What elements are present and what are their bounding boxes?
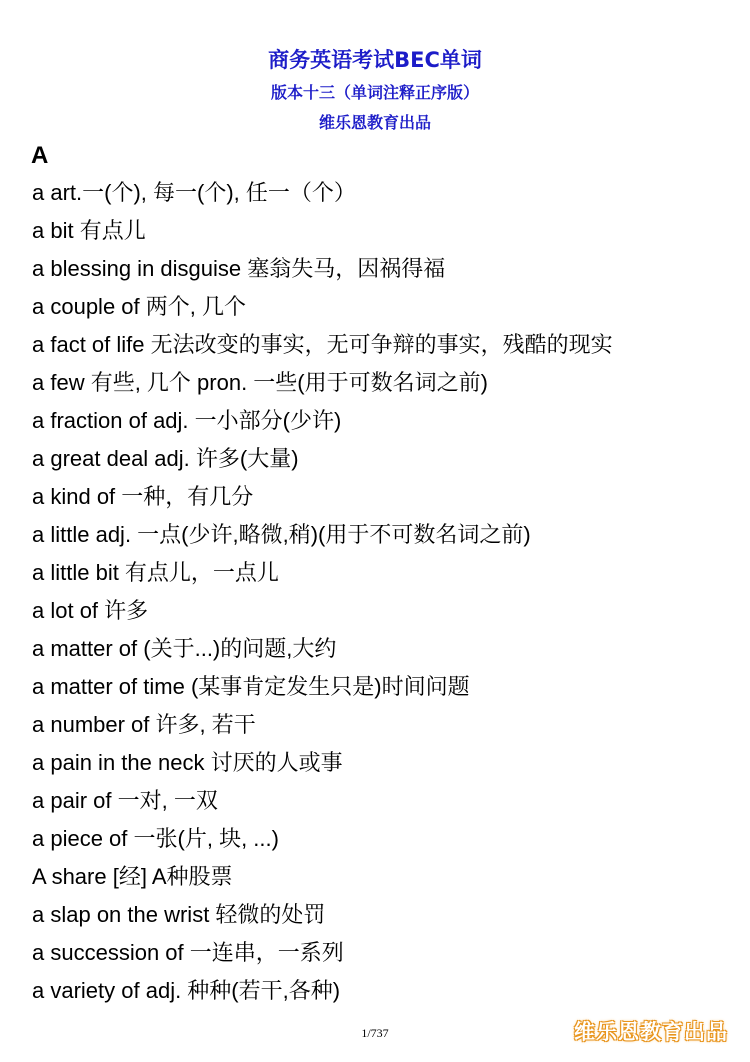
vocabulary-entry: a bit 有点儿 (32, 218, 146, 243)
vocabulary-entry: a art.一(个), 每一(个), 任一（个） (32, 180, 356, 205)
vocabulary-entry: a number of 许多, 若干 (32, 712, 256, 737)
page-number: 1/737 (361, 1026, 389, 1040)
vocabulary-entry: a fact of life 无法改变的事实，无可争辩的事实，残酷的现实 (32, 332, 613, 357)
document-subtitle: 版本十三（单词注释正序版） (270, 83, 479, 102)
publisher-watermark: 维乐恩教育出品 (574, 1020, 728, 1044)
vocabulary-entry: a great deal adj. 许多(大量) (32, 446, 299, 471)
vocabulary-entry: a matter of (关于...)的问题,大约 (32, 636, 337, 661)
vocabulary-entry: a little bit 有点儿，一点儿 (32, 560, 279, 585)
vocabulary-entry: a little adj. 一点(少许,略微,稍)(用于不可数名词之前) (32, 522, 531, 547)
vocabulary-entry: a matter of time (某事肯定发生只是)时间问题 (32, 674, 470, 699)
vocabulary-entry: a pair of 一对, 一双 (32, 788, 218, 813)
vocabulary-entry: a slap on the wrist 轻微的处罚 (32, 902, 326, 927)
vocabulary-entry: a fraction of adj. 一小部分(少许) (32, 408, 342, 433)
vocabulary-list (32, 174, 732, 1010)
vocabulary-entry: a variety of adj. 种种(若干,各种) (32, 978, 341, 1003)
document-title: 商务英语考试BEC单词 (268, 48, 482, 72)
vocabulary-entry: a blessing in disguise 塞翁失马，因祸得福 (32, 256, 446, 281)
section-heading-letter: A (31, 142, 49, 169)
vocabulary-entry: a pain in the neck 讨厌的人或事 (32, 750, 343, 775)
vocabulary-entry: a few 有些, 几个 pron. 一些(用于可数名词之前) (32, 370, 488, 395)
vocabulary-entry: a succession of 一连串，一系列 (32, 940, 344, 965)
vocabulary-entry: A share [经] A种股票 (32, 864, 233, 889)
publisher-line: 维乐恩教育出品 (318, 113, 431, 132)
vocabulary-entry: a piece of 一张(片, 块, ...) (32, 826, 279, 851)
vocabulary-entry: a couple of 两个, 几个 (32, 294, 246, 319)
vocabulary-entry: a lot of 许多 (32, 598, 149, 623)
vocabulary-entry: a kind of 一种，有几分 (32, 484, 254, 509)
